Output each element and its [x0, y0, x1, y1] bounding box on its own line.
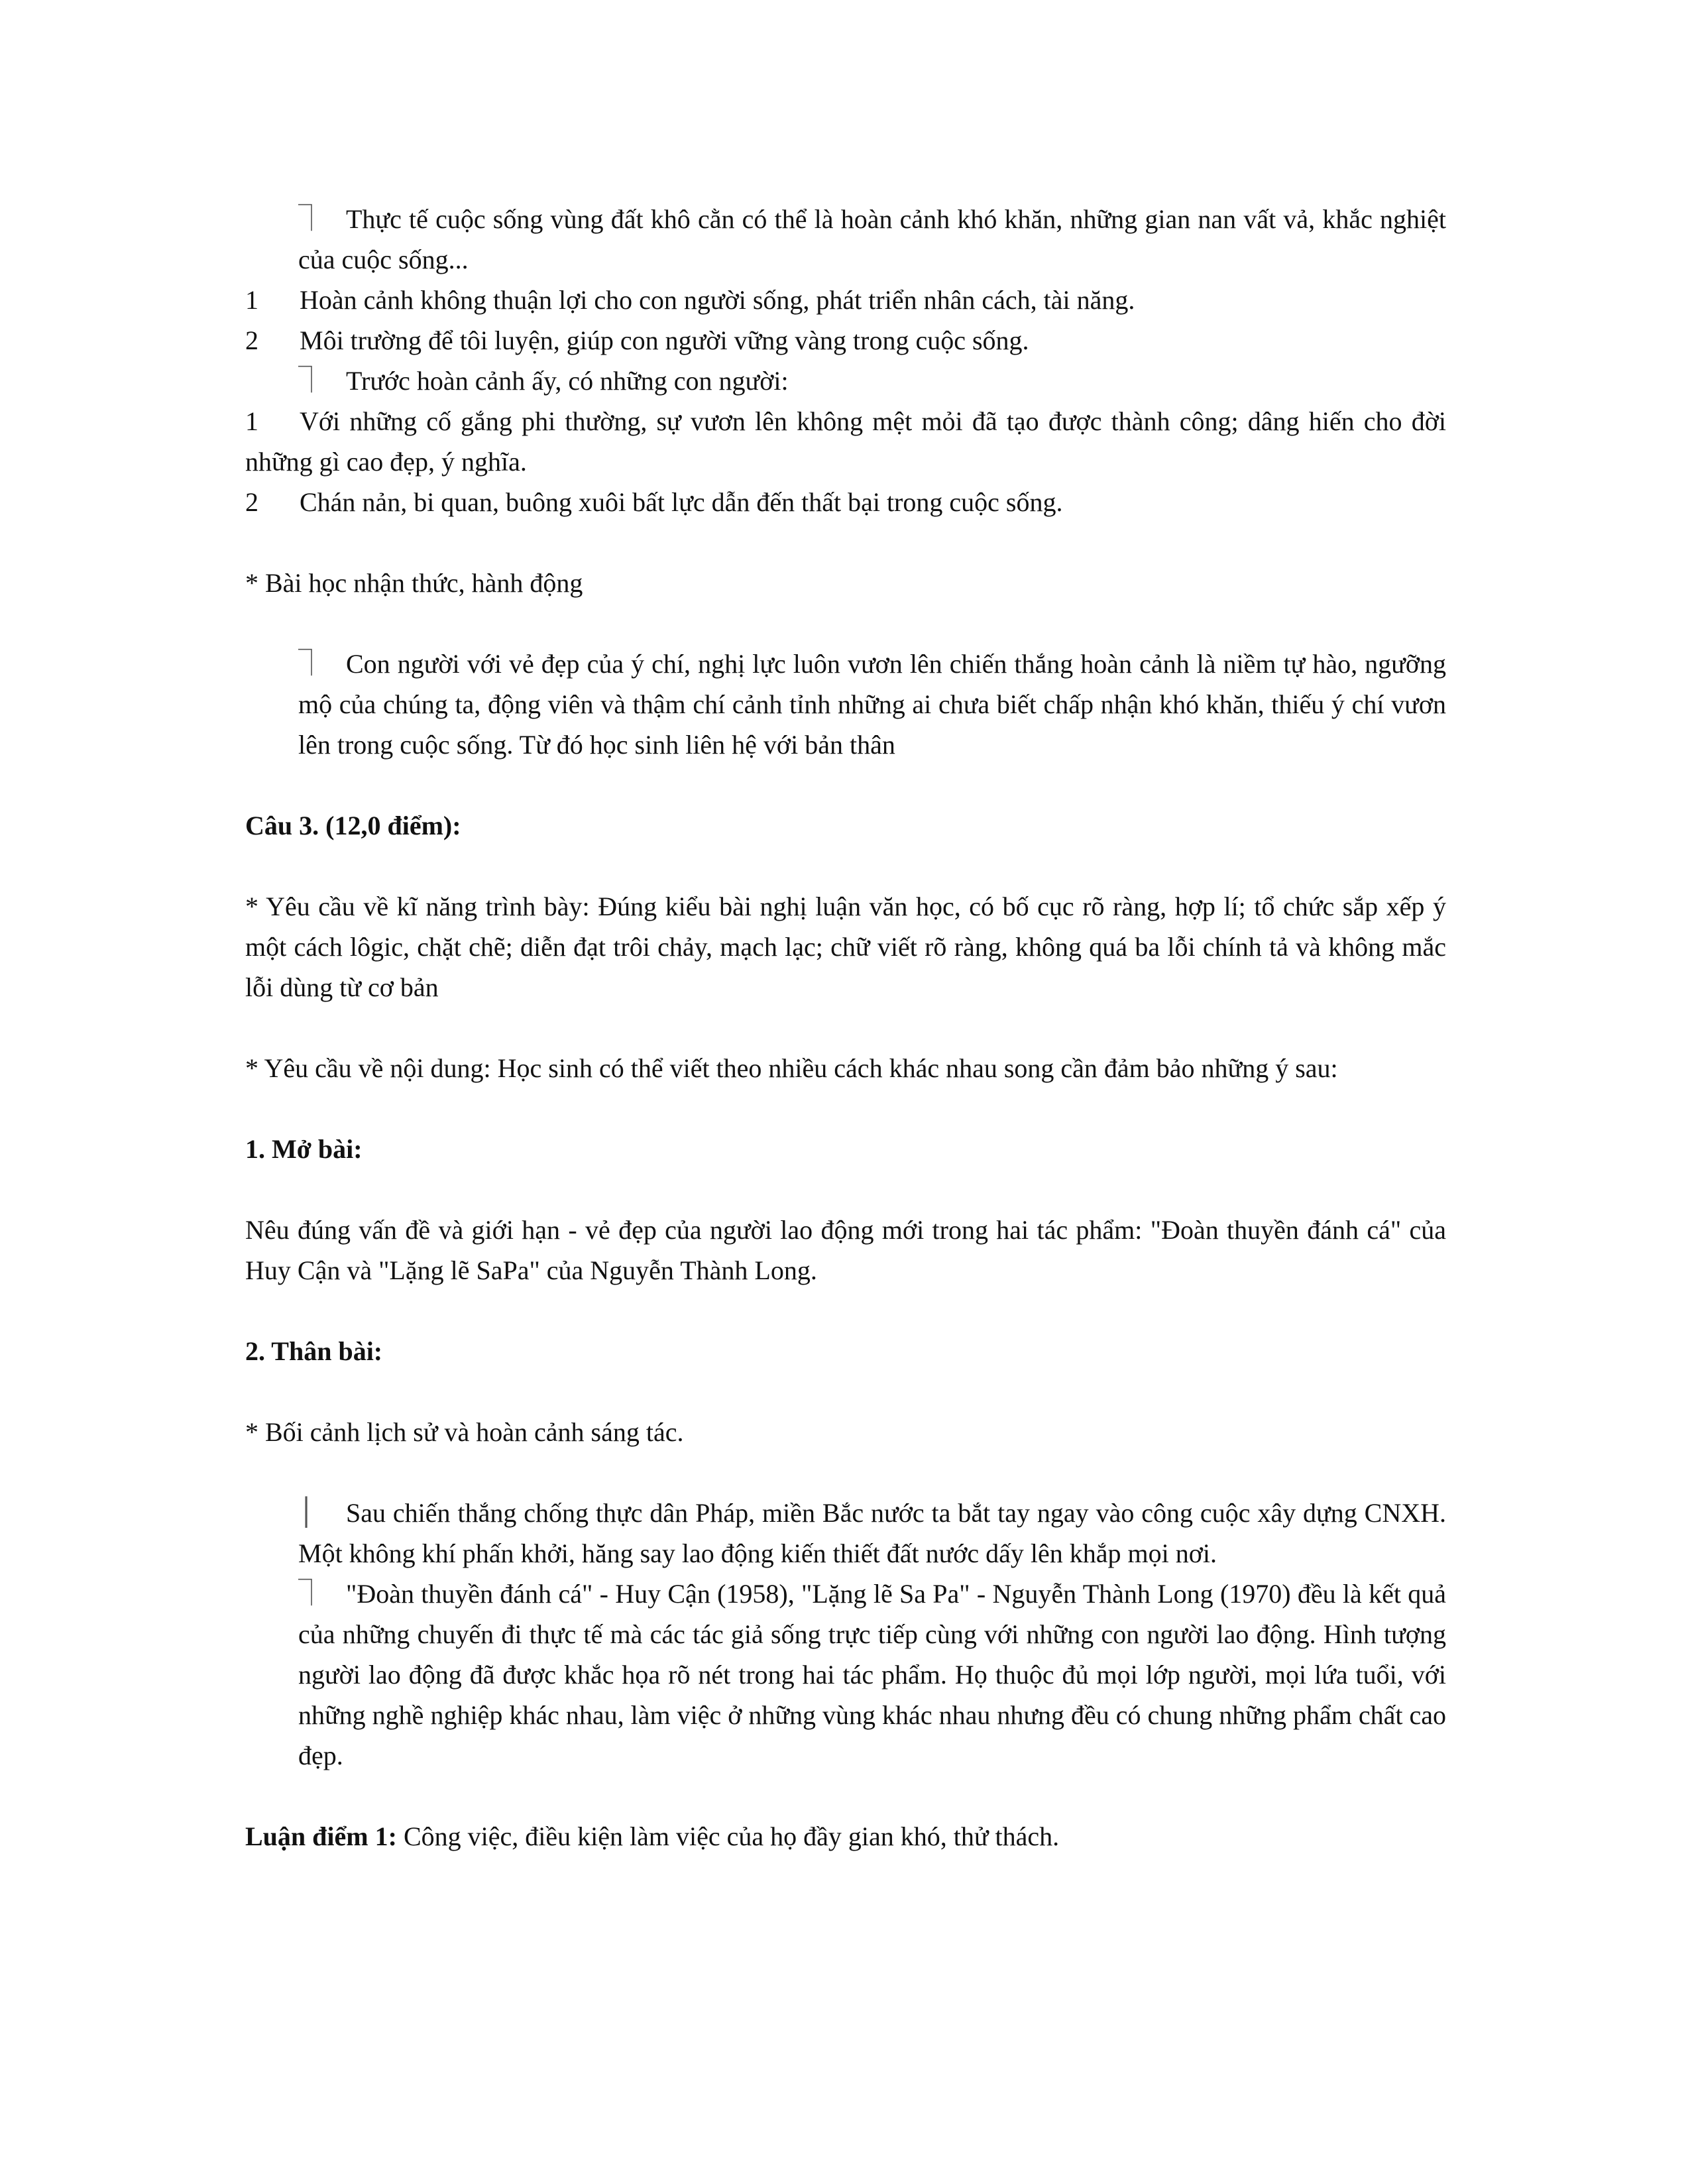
bullet-paragraph — [245, 361, 1446, 401]
item-text: Chán nản, bi quan, buông xuôi bất lực dẫn đến thất bại trong cuộc sống. — [300, 487, 1063, 517]
question-heading: Câu 3. (12,0 điểm): — [245, 811, 461, 840]
numbered-item — [245, 401, 1446, 482]
item-number: 2 — [245, 487, 258, 517]
bullet-text: "Đoàn thuyền đánh cá" - Huy Cận (1958), "Lặng lẽ Sa Pa" - Nguyễn Thành Long (1970) đều là kết quả của những chuyến đi thực tế mà các tác giả sống trực tiếp cùng với những con người lao động. Hình tượng người lao động đã được khắc họa rõ nét trong hai tác phẩm. Họ thuộc đủ mọi lớp người, mọi lứa tuổi, với những nghề nghiệp khác nhau, làm việc ở những vùng khác nhau nhưng đều có chung những phẩm chất cao đẹp. — [298, 1579, 1446, 1770]
intro-heading: 1. Mở bài: — [245, 1134, 363, 1164]
bullet-text: Con người với vẻ đẹp của ý chí, nghị lực luôn vươn lên chiến thắng hoàn cảnh là niềm tự hào, ngưỡng mộ của chúng ta, động viên và thậm chí cảnh tỉnh những ai chưa biết chấp nhận khó khăn, thiếu ý chí vươn lên trong cuộc sống. Từ đó học sinh liên hệ với bản thân — [298, 649, 1446, 760]
numbered-item — [245, 320, 1446, 361]
bullet-paragraph — [245, 644, 1446, 765]
skill-requirement: * Yêu cầu về kĩ năng trình bày: Đúng kiểu bài nghị luận văn học, có bố cục rõ ràng, hợp lí; tổ chức sắp xếp ý một cách lôgic, chặt chẽ; diễn đạt trôi chảy, mạch lạc; chữ viết rõ ràng, không quá ba lỗi chính tả và không mắc lỗi dùng từ cơ bản — [245, 891, 1446, 1002]
bullet-paragraph — [245, 1493, 1446, 1574]
argument-point-1 — [245, 1816, 1446, 1857]
bullet-text: Trước hoàn cảnh ấy, có những con người: — [346, 366, 789, 396]
bullet-mark-icon: ⏋ — [298, 365, 325, 396]
section-label: * Bài học nhận thức, hành động — [245, 568, 583, 598]
item-text: Hoàn cảnh không thuận lợi cho con người sống, phát triển nhân cách, tài năng. — [300, 285, 1135, 315]
argument-text: Công việc, điều kiện làm việc của họ đầy gian khó, thử thách. — [396, 1821, 1060, 1851]
context-label: * Bối cảnh lịch sử và hoàn cảnh sáng tác. — [245, 1417, 684, 1447]
item-text: Với những cố gắng phi thường, sự vươn lên không mệt mỏi đã tạo được thành công; dâng hiến cho đời những gì cao đẹp, ý nghĩa. — [245, 406, 1446, 477]
bullet-paragraph — [245, 1574, 1446, 1776]
bullet-text: Sau chiến thắng chống thực dân Pháp, miền Bắc nước ta bắt tay ngay vào công cuộc xây dựng CNXH. Một không khí phấn khởi, hăng say lao động kiến thiết đất nước dấy lên khắp mọi nơi. — [298, 1498, 1446, 1568]
item-number: 1 — [245, 406, 258, 436]
bullet-mark-icon: ⏋ — [298, 648, 325, 679]
bullet-mark-icon: ⏋ — [298, 1578, 325, 1609]
bullet-paragraph — [245, 199, 1446, 280]
numbered-item — [245, 280, 1446, 320]
item-number: 1 — [245, 285, 258, 315]
intro-text: Nêu đúng vấn đề và giới hạn - vẻ đẹp của người lao động mới trong hai tác phẩm: "Đoàn thuyền đánh cá" của Huy Cận và "Lặng lẽ SaPa" của Nguyễn Thành Long. — [245, 1215, 1446, 1285]
bullet-text: Thực tế cuộc sống vùng đất khô cằn có thể là hoàn cảnh khó khăn, những gian nan vất vả, khắc nghiệt của cuộc sống... — [298, 204, 1446, 274]
content-requirement: * Yêu cầu về nội dung: Học sinh có thể viết theo nhiều cách khác nhau song cần đảm bảo những ý sau: — [245, 1053, 1338, 1083]
numbered-item — [245, 482, 1446, 522]
bullet-mark-icon: ⏋ — [298, 203, 325, 234]
item-text: Môi trường để tôi luyện, giúp con người vững vàng trong cuộc sống. — [300, 325, 1029, 355]
body-heading: 2. Thân bài: — [245, 1336, 383, 1366]
argument-label: Luận điểm 1: — [245, 1821, 397, 1851]
item-number: 2 — [245, 325, 258, 355]
document-page — [245, 199, 1446, 1857]
bullet-mark-icon: │ — [298, 1497, 315, 1528]
